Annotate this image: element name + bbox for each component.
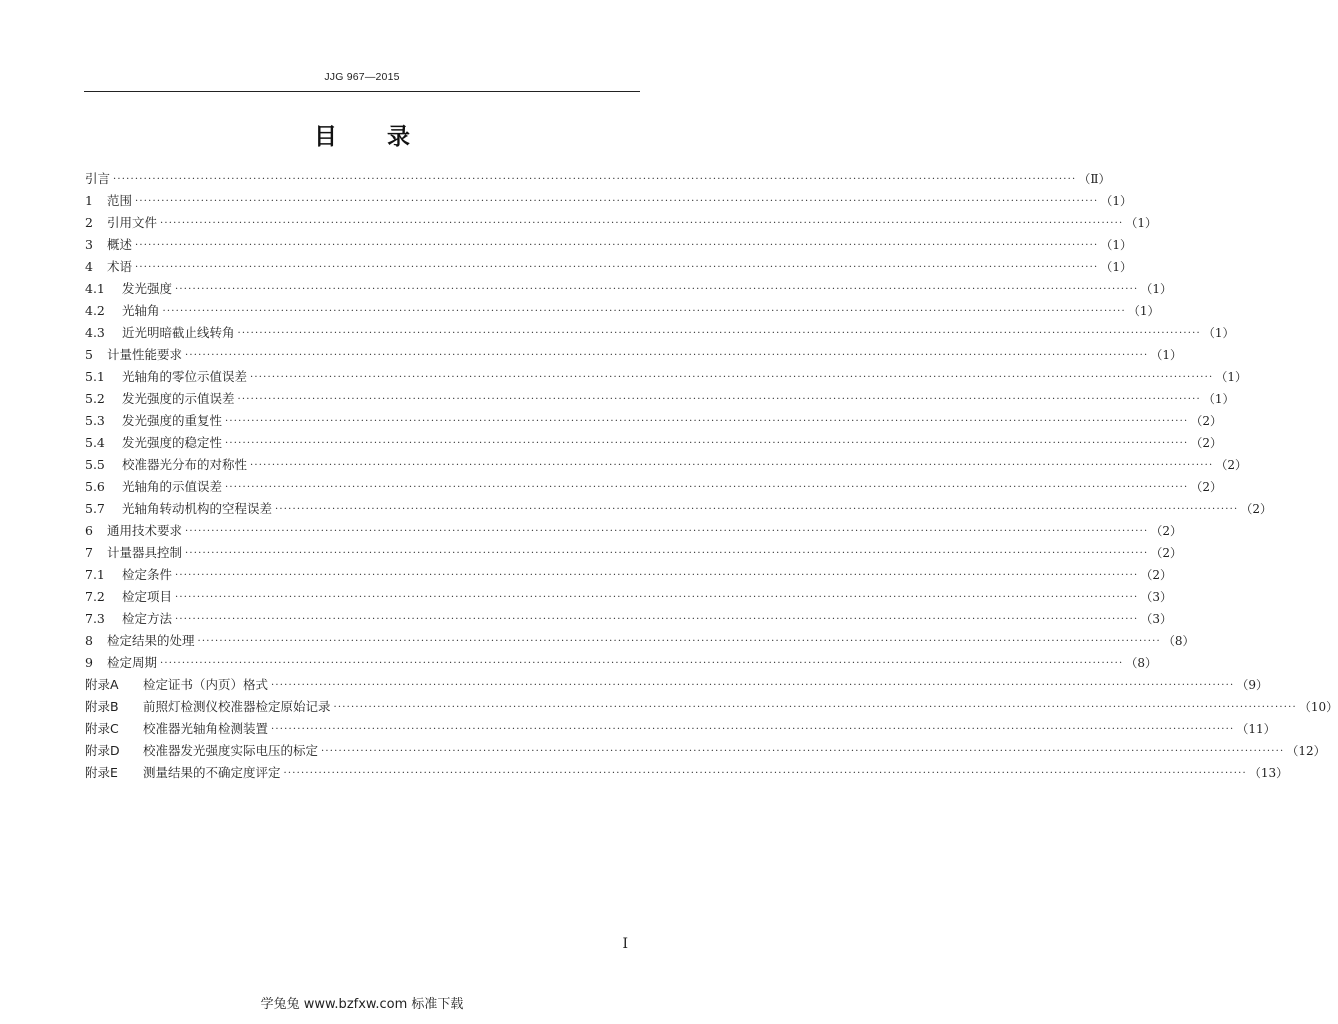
toc-entry[interactable] xyxy=(85,256,1132,278)
toc-entry-page: （13） xyxy=(1248,766,1289,780)
toc-entry[interactable] xyxy=(85,542,1182,564)
toc-entry-title: 引言 xyxy=(85,171,111,186)
toc-entry[interactable] xyxy=(85,190,1132,212)
toc-entry-number: 4.2 xyxy=(85,303,105,318)
toc-entry[interactable] xyxy=(85,344,1182,366)
toc-leader-dots: ···························································································································································································································· xyxy=(275,504,1239,515)
toc-entry-page: （3） xyxy=(1140,590,1172,604)
toc-entry-number: 7.2 xyxy=(85,589,105,604)
toc-entry-title: 光轴角的零位示值误差 xyxy=(122,369,248,384)
toc-leader-dots: ···························································································································································································································· xyxy=(237,328,1201,339)
toc-entry-page: （2） xyxy=(1190,436,1222,450)
toc-entry-number: 4.1 xyxy=(85,281,105,296)
toc-leader-dots: ···························································································································································································································· xyxy=(225,416,1189,427)
toc-entry-page: （8） xyxy=(1125,656,1157,670)
toc-leader-dots: ···························································································································································································································· xyxy=(271,680,1235,691)
toc-entry-number: 3 xyxy=(85,237,93,252)
toc-entry[interactable] xyxy=(85,740,1326,762)
toc-entry-number: 附录A xyxy=(85,677,119,692)
toc-entry-number: 5.7 xyxy=(85,501,105,516)
toc-entry[interactable] xyxy=(85,608,1172,630)
toc-entry-title: 发光强度的稳定性 xyxy=(122,435,223,450)
toc-entry-number: 附录B xyxy=(85,699,119,714)
toc-entry-number: 7.3 xyxy=(85,611,105,626)
toc-entry-page: （2） xyxy=(1140,568,1172,582)
toc-leader-dots: ···························································································································································································································· xyxy=(135,262,1099,273)
toc-entry-number: 附录E xyxy=(85,765,118,780)
toc-entry-title: 计量器具控制 xyxy=(107,545,183,560)
toc-entry-page: （2） xyxy=(1150,546,1182,560)
toc-entry[interactable] xyxy=(85,388,1235,410)
toc-entry[interactable] xyxy=(85,234,1132,256)
toc-leader-dots: ···························································································································································································································· xyxy=(225,482,1189,493)
toc-entry-number: 9 xyxy=(85,655,93,670)
toc-entry-title: 范围 xyxy=(107,193,133,208)
toc-leader-dots: ···························································································································································································································· xyxy=(283,768,1247,779)
page-title xyxy=(0,118,724,151)
toc-entry-page: （1） xyxy=(1215,370,1247,384)
toc-entry[interactable] xyxy=(85,168,1111,190)
toc-leader-dots: ···························································································································································································································· xyxy=(185,548,1149,559)
toc-entry[interactable] xyxy=(85,696,1338,718)
toc-leader-dots: ···························································································································································································································· xyxy=(237,394,1201,405)
toc-entry-title: 检定周期 xyxy=(107,655,158,670)
toc-leader-dots: ···························································································································································································································· xyxy=(185,350,1149,361)
toc-entry[interactable] xyxy=(85,410,1222,432)
toc-entry-page: （1） xyxy=(1100,238,1132,252)
toc-entry-number: 附录C xyxy=(85,721,119,736)
toc-entry-page: （1） xyxy=(1125,216,1157,230)
toc-entry-title: 计量性能要求 xyxy=(107,347,183,362)
toc-entry-number: 5 xyxy=(85,347,93,362)
toc-entry[interactable] xyxy=(85,762,1289,784)
toc-entry[interactable] xyxy=(85,278,1172,300)
toc-entry-number: 5.2 xyxy=(85,391,105,406)
toc-entry-page: （1） xyxy=(1202,392,1235,406)
toc-entry-title: 光轴角 xyxy=(122,303,160,318)
toc-leader-dots: ···························································································································································································································· xyxy=(135,240,1099,251)
toc-entry-page: （9） xyxy=(1236,678,1268,692)
toc-entry-title: 发光强度的重复性 xyxy=(122,413,223,428)
toc-entry-page: （2） xyxy=(1240,502,1272,516)
toc-entry-page: （10） xyxy=(1298,700,1338,714)
toc-entry-page: （12） xyxy=(1286,744,1326,758)
toc-entry-number: 附录D xyxy=(85,743,120,758)
toc-leader-dots: ···························································································································································································································· xyxy=(250,460,1214,471)
toc-leader-dots: ···························································································································································································································· xyxy=(135,196,1099,207)
toc-entry[interactable] xyxy=(85,564,1172,586)
toc-leader-dots: ···························································································································································································································· xyxy=(160,218,1124,229)
toc-entry-title: 光轴角的示值误差 xyxy=(122,479,223,494)
toc-leader-dots: ···························································································································································································································· xyxy=(333,702,1297,713)
toc-entry-title: 前照灯检测仪校准器检定原始记录 xyxy=(143,699,331,714)
toc-entry-title: 校准器光分布的对称性 xyxy=(122,457,248,472)
toc-entry-title: 检定条件 xyxy=(122,567,173,582)
toc-entry-page: （1） xyxy=(1140,282,1172,296)
toc-entry-title: 近光明暗截止线转角 xyxy=(122,325,235,340)
toc-entry-page: （11） xyxy=(1236,722,1276,736)
toc-leader-dots: ···························································································································································································································· xyxy=(160,658,1124,669)
toc-entry-title: 术语 xyxy=(107,259,133,274)
toc-leader-dots: ···························································································································································································································· xyxy=(321,746,1285,757)
toc-entry-number: 5.6 xyxy=(85,479,105,494)
standard-code-header: JJG 967—2015 xyxy=(324,71,400,83)
toc-entry-number: 7.1 xyxy=(85,567,105,582)
toc-entry-page: （Ⅱ） xyxy=(1078,172,1111,186)
toc-leader-dots: ···························································································································································································································· xyxy=(113,174,1077,185)
toc-entry-title: 概述 xyxy=(107,237,133,252)
toc-entry[interactable] xyxy=(85,476,1222,498)
toc-leader-dots: ···························································································································································································································· xyxy=(225,438,1189,449)
toc-entry[interactable] xyxy=(85,454,1247,476)
toc-entry[interactable] xyxy=(85,212,1157,234)
toc-entry-page: （1） xyxy=(1150,348,1182,362)
toc-entry[interactable] xyxy=(85,652,1157,674)
toc-entry[interactable] xyxy=(85,718,1276,740)
toc-entry-number: 2 xyxy=(85,215,93,230)
toc-entry-title: 检定结果的处理 xyxy=(107,633,195,648)
toc-entry[interactable] xyxy=(85,520,1182,542)
toc-leader-dots: ···························································································································································································································· xyxy=(175,614,1139,625)
toc-leader-dots: ···························································································································································································································· xyxy=(197,636,1161,647)
header-divider xyxy=(84,91,640,92)
toc-entry-number: 5.5 xyxy=(85,457,105,472)
toc-entry-number: 6 xyxy=(85,523,93,538)
toc-entry-page: （3） xyxy=(1140,612,1172,626)
toc-entry[interactable] xyxy=(85,674,1268,696)
toc-entry-title: 引用文件 xyxy=(107,215,158,230)
toc-entry-title: 检定证书（内页）格式 xyxy=(143,677,269,692)
toc-entry-title: 校准器光轴角检测装置 xyxy=(143,721,269,736)
toc-entry-number: 5.3 xyxy=(85,413,105,428)
toc-entry[interactable] xyxy=(85,498,1272,520)
toc-entry-title: 检定项目 xyxy=(122,589,173,604)
toc-leader-dots: ···························································································································································································································· xyxy=(271,724,1235,735)
toc-entry-title: 光轴角转动机构的空程误差 xyxy=(122,501,273,516)
toc-entry[interactable] xyxy=(85,366,1247,388)
toc-entry-page: （1） xyxy=(1100,194,1132,208)
toc-entry-page: （2） xyxy=(1215,458,1247,472)
toc-leader-dots: ···························································································································································································································· xyxy=(250,372,1214,383)
footer-watermark: 学兔兔 www.bzfxw.com 标准下载 xyxy=(260,997,464,1012)
toc-entry-page: （1） xyxy=(1100,260,1132,274)
toc-entry-title: 校准器发光强度实际电压的标定 xyxy=(143,743,319,758)
toc-entry-title: 检定方法 xyxy=(122,611,173,626)
toc-entry-number: 7 xyxy=(85,545,93,560)
toc-entry-title: 发光强度的示值误差 xyxy=(122,391,235,406)
toc-entry[interactable] xyxy=(85,322,1235,344)
toc-entry-page: （2） xyxy=(1150,524,1182,538)
toc-entry-page: （8） xyxy=(1162,634,1195,648)
toc-entry-number: 8 xyxy=(85,633,93,648)
title-char-2: 录 xyxy=(387,124,410,150)
toc-entry[interactable] xyxy=(85,300,1160,322)
toc-entry-title: 通用技术要求 xyxy=(107,523,183,538)
toc-entry[interactable] xyxy=(85,586,1172,608)
toc-leader-dots: ···························································································································································································································· xyxy=(175,592,1139,603)
toc-entry-title: 测量结果的不确定度评定 xyxy=(143,765,281,780)
toc-leader-dots: ···························································································································································································································· xyxy=(175,284,1139,295)
toc-entry[interactable] xyxy=(85,630,1195,652)
toc-entry-number: 4 xyxy=(85,259,93,274)
toc-entry-page: （1） xyxy=(1127,304,1160,318)
toc-entry-number: 5.1 xyxy=(85,369,105,384)
toc-entry-number: 5.4 xyxy=(85,435,105,450)
toc-leader-dots: ···························································································································································································································· xyxy=(185,526,1149,537)
toc-entry-number: 4.3 xyxy=(85,325,105,340)
title-char-1: 目 xyxy=(314,124,337,150)
toc-leader-dots: ···························································································································································································································· xyxy=(175,570,1139,581)
toc-entry-page: （2） xyxy=(1190,480,1222,494)
toc-entry-page: （2） xyxy=(1190,414,1222,428)
toc-entry[interactable] xyxy=(85,432,1222,454)
toc-entry-number: 1 xyxy=(85,193,93,208)
toc-leader-dots: ···························································································································································································································· xyxy=(162,306,1126,317)
toc-entry-title: 发光强度 xyxy=(122,281,173,296)
toc-entry-page: （1） xyxy=(1202,326,1235,340)
table-of-contents xyxy=(85,168,1338,784)
page-number: I xyxy=(622,936,628,952)
